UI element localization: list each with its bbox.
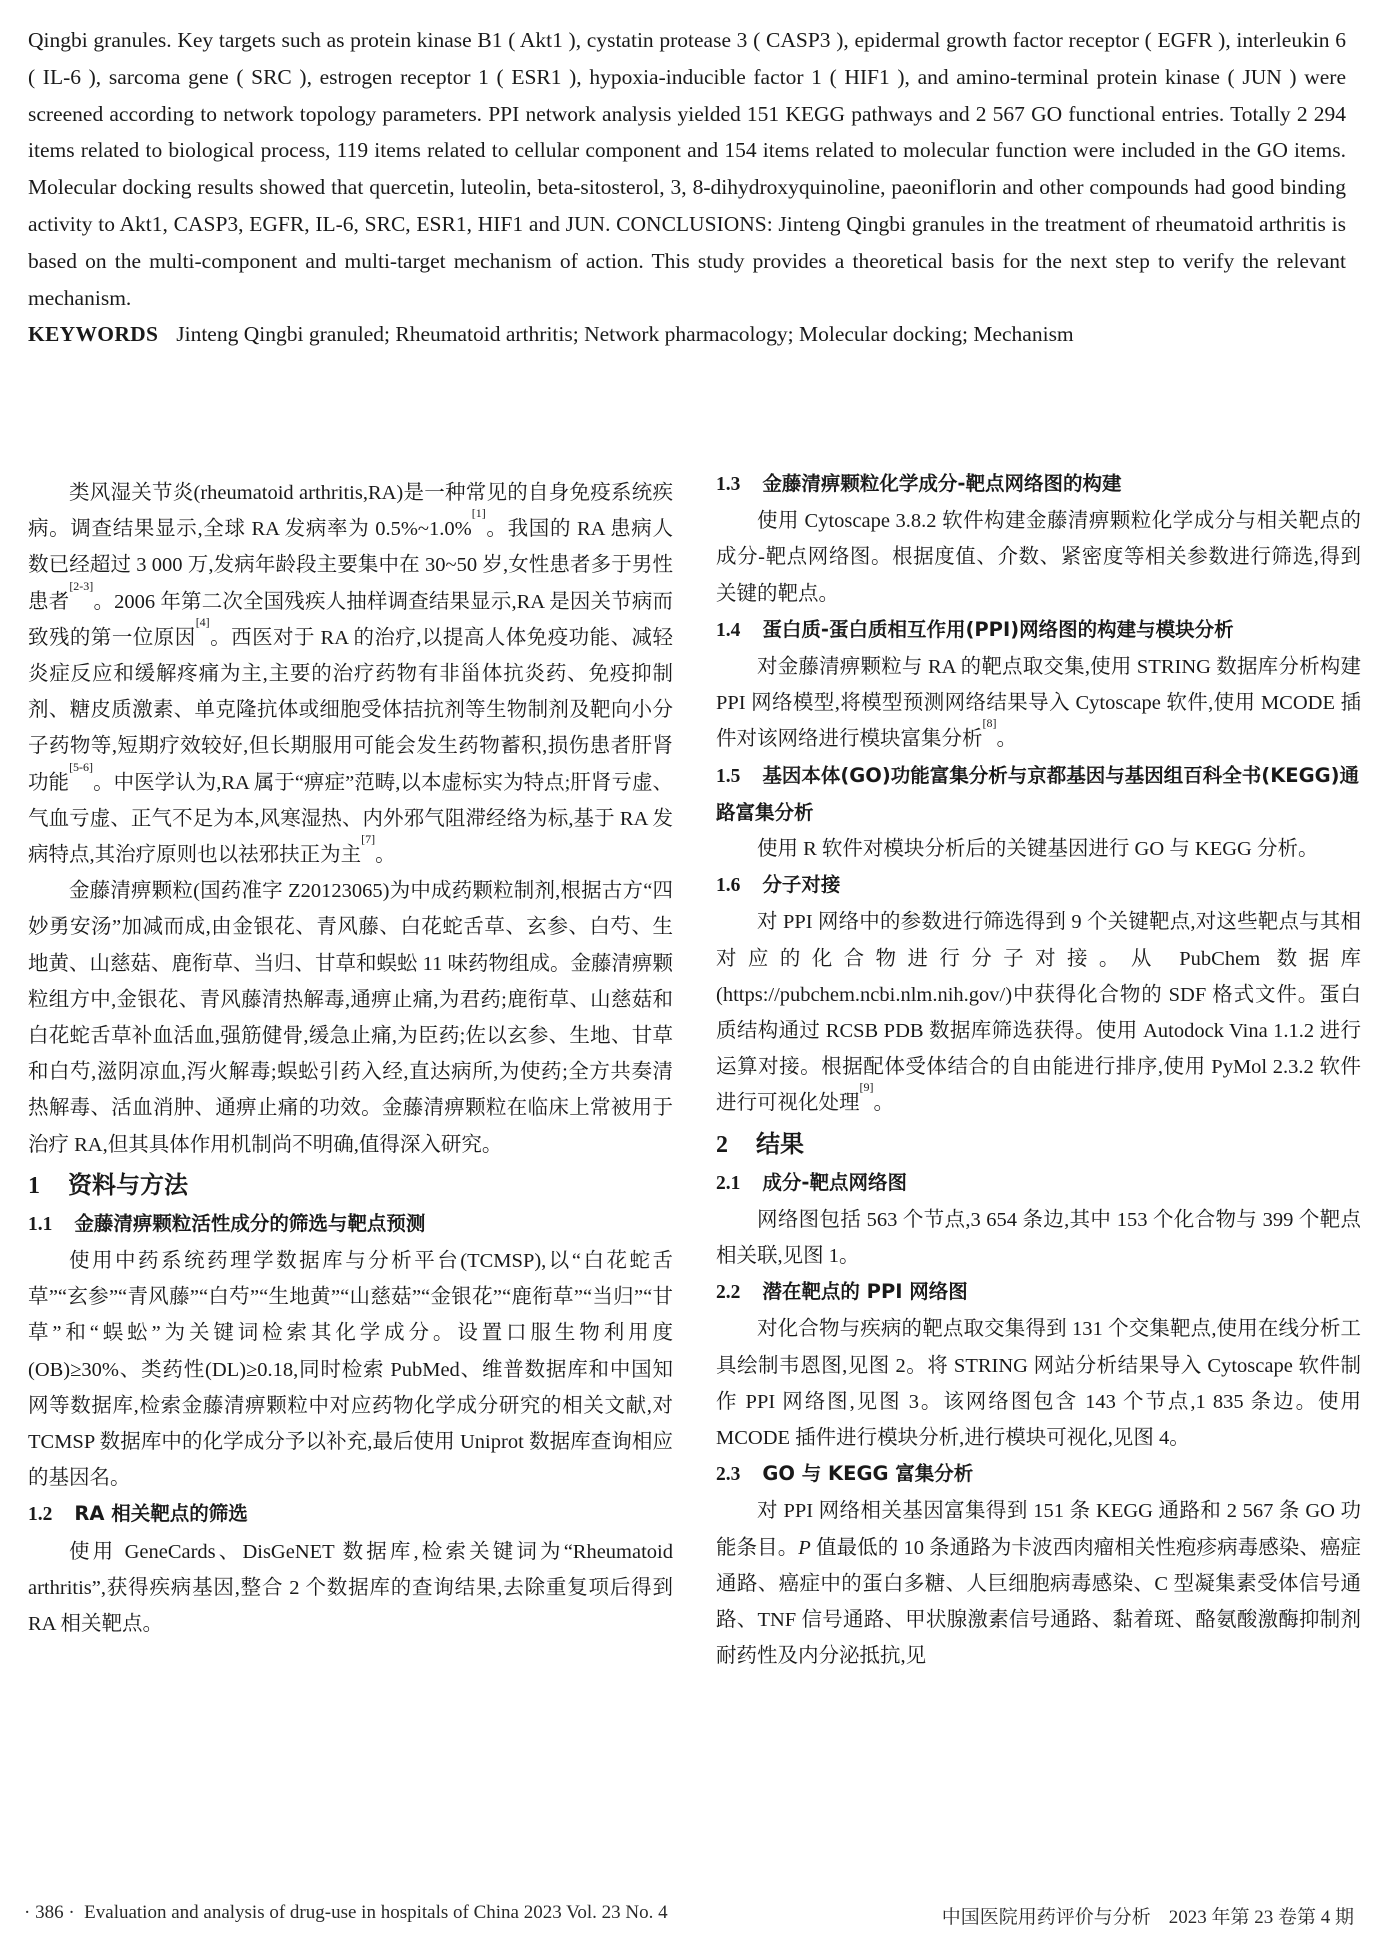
subsection-heading-1-6	[716, 867, 1361, 904]
subsection-heading-1-2	[28, 1496, 673, 1533]
subsection-number: 1.6	[716, 875, 741, 897]
abstract-text: Qingbi granules. Key targets such as protein kinase B1 ( Akt1 ), cystatin protease 3 ( CASP3 ), epidermal growth factor receptor ( EGFR ), interleukin 6 ( IL-6 ), sarcoma gene ( SRC ), estrogen receptor 1 ( ESR1 ), hypoxia-inducible factor 1 ( HIF1 ), and amino-terminal protein kinase ( JUN ) were screened according to network topology parameters. PPI network analysis yielded 151 KEGG pathways and 2 567 GO functional entries. Totally 2 294 items related to biological process, 119 items related to cellular component and 154 items related to molecular function were included in the GO items. Molecular docking results showed that quercetin, luteolin, beta-sitosterol, 3, 8-dihydroxyquinoline, paeoniflorin and other compounds had good binding activity to Akt1, CASP3, EGFR, IL-6, SRC, ESR1, HIF1 and JUN. CONCLUSIONS: Jinteng Qingbi granules in the treatment of rheumatoid arthritis is based on the multi-component and multi-target mechanism of action. This study provides a theoretical basis for the next step to verify the relevant mechanism.	[28, 28, 1346, 310]
subsection-number: 1.1	[28, 1213, 53, 1235]
journal-name-cn: 中国医院用药评价与分析	[941, 1907, 1151, 1928]
subsection-number: 2.1	[716, 1172, 741, 1194]
section-heading-2	[716, 1124, 1361, 1165]
abstract-section	[28, 22, 1346, 353]
subsection-title: 金藤清痹颗粒化学成分-靶点网络图的构建	[762, 472, 1122, 495]
subsection-title: 分子对接	[762, 873, 841, 897]
citation: [7]	[361, 832, 376, 847]
subsection-body-1-1: 使用中药系统药理学数据库与分析平台(TCMSP),以“白花蛇舌草”“玄参”“青风藤”“白芍”“生地黄”“山慈菇”“金银花”“鹿衔草”“当归”“甘草”和“蜈蚣”为关键词检索其化学成分。设置口服生物利用度(OB)≥30%、类药性(DL)≥0.18,同时检索 PubMed、维普数据库和中国知网等数据库,检索金藤清痹颗粒中对应药物化学成分研究的相关文献,对 TCMSP 数据库中的化学成分予以补充,最后使用 Uniprot 数据库查询相应的基因名。	[28, 1250, 673, 1490]
subsection-body-1-6	[716, 904, 1361, 1121]
subsection-body-1-2: 使用 GeneCards、DisGeNET 数据库,检索关键词为“Rheumatoid arthritis”,获得疾病基因,整合 2 个数据库的查询结果,去除重复项后得到 RA 相关靶点。	[28, 1540, 673, 1636]
intro-paragraph-2: 金藤清痹颗粒(国药准字 Z20123065)为中成药颗粒制剂,根据古方“四妙勇安汤”加减而成,由金银花、青风藤、白花蛇舌草、玄参、白芍、生地黄、山慈菇、鹿衔草、当归、甘草和蜈蚣 11 味药物组成。金藤清痹颗粒组方中,金银花、青风藤清热解毒,通痹止痛,为君药;鹿衔草、山慈菇和白花蛇舌草补血活血,强筋健骨,缓急止痛,为臣药;佐以玄参、生地、甘草和白芍,滋阴凉血,泻火解毒;蜈蚣引药入经,直达病所,为使药;全方共奏清热解毒、活血消肿、通痹止痛的功效。金藤清痹颗粒在临床上常被用于治疗 RA,但其具体作用机制尚不明确,值得深入研究。	[28, 880, 673, 1156]
subsection-number: 1.3	[716, 474, 741, 495]
citation: [5-6]	[69, 759, 94, 774]
intro-paragraph-1	[28, 475, 673, 873]
subsection-body-1-3: 使用 Cytoscape 3.8.2 软件构建金藤清痹颗粒化学成分与相关靶点的成分-靶点网络图。根据度值、介数、紧密度等相关参数进行筛选,得到关键的靶点。	[716, 510, 1361, 605]
citation: [9]	[859, 1080, 874, 1095]
right-column	[716, 466, 1361, 1675]
subsection-heading-2-3	[716, 1456, 1361, 1493]
subsection-body-2-2: 对化合物与疾病的靶点取交集得到 131 个交集靶点,使用在线分析工具绘制韦恩图,见图 2。将 STRING 网站分析结果导入 Cytoscape 软件制作 PPI 网络图,见图 3。该网络图包含 143 个节点,1 835 条边。使用 MCODE 插件进行模块分析,进行模块可视化,见图 4。	[716, 1318, 1361, 1450]
subsection-number: 1.5	[716, 765, 741, 787]
subsection-body-1-5: 使用 R 软件对模块分析后的关键基因进行 GO 与 KEGG 分析。	[757, 838, 1319, 861]
page-number: · 386 ·	[24, 1902, 75, 1923]
keywords-line	[28, 316, 1346, 353]
keywords-text: Jinteng Qingbi granuled; Rheumatoid arthritis; Network pharmacology; Molecular docking; Mechanism	[176, 322, 1074, 347]
subsection-number: 2.3	[716, 1464, 741, 1486]
subsection-heading-1-4	[716, 612, 1361, 649]
subsection-body-2-1: 网络图包括 563 个节点,3 654 条边,其中 153 个化合物与 399 个靶点相关联,见图 1。	[716, 1208, 1361, 1268]
footer-left	[24, 1902, 668, 1929]
citation: [2-3]	[69, 578, 94, 593]
subsection-title: 基因本体(GO)功能富集分析与京都基因与基因组百科全书(KEGG)通路富集分析	[716, 763, 1360, 824]
section-number: 1	[28, 1172, 40, 1199]
section-title: 资料与方法	[68, 1170, 188, 1199]
issue-info-cn: 2023 年第 23 卷第 4 期	[1168, 1907, 1354, 1928]
intro-text: 。我国的 RA 患病人数已经超过 3 000 万,发病年龄段主要集中在 30~50 岁,女性患者多于男性患者	[28, 518, 673, 613]
subsection-heading-1-5	[716, 758, 1361, 831]
subsection-number: 1.4	[716, 619, 741, 641]
subsection-heading-2-1	[716, 1165, 1361, 1202]
left-column	[28, 475, 673, 1642]
journal-name-en: Evaluation and analysis of drug-use in hospitals of China 2023 Vol. 23 No. 4	[84, 1902, 668, 1923]
subsection-title: RA 相关靶点的筛选	[74, 1502, 248, 1526]
subsection-heading-2-2	[716, 1274, 1361, 1311]
body-text: 对金藤清痹颗粒与 RA 的靶点取交集,使用 STRING 数据库分析构建 PPI 网络模型,将模型预测网络结果导入 Cytoscape 软件,使用 MCODE 插件对该网络进行模块富集分析	[716, 656, 1361, 751]
body-text: 。	[996, 728, 1017, 751]
subsection-heading-1-1	[28, 1206, 673, 1243]
footer-right	[924, 1902, 1354, 1929]
intro-text: 。西医对于 RA 的治疗,以提高人体免疫功能、减轻炎症反应和缓解疼痛为主,主要的治疗药物有非甾体抗炎药、免疫抑制剂、糖皮质激素、单克隆抗体或细胞受体拮抗剂等生物制剂及靶向小分子药物等,短期疗效较好,但长期服用可能会发生药物蓄积,损伤患者肝肾功能	[28, 626, 673, 794]
citation: [8]	[982, 716, 997, 731]
intro-text: 。	[375, 844, 396, 867]
citation: [1]	[471, 506, 486, 521]
intro-text: 类风湿关节炎(rheumatoid arthritis,RA)是一种常见的自身免疫系统疾病。调查结果显示,全球 RA 发病率为 0.5%~1.0%	[28, 482, 673, 541]
body-text: 值最低的 10 条通路为卡波西肉瘤相关性疱疹病毒感染、癌症通路、癌症中的蛋白多糖、人巨细胞病毒感染、C 型凝集素受体信号通路、TNF 信号通路、甲状腺激素信号通路、黏着斑、酪氨酸激酶抑制剂耐药性及内分泌抵抗,见	[716, 1536, 1362, 1668]
body-text: 。	[873, 1092, 894, 1115]
page-footer	[24, 1902, 1354, 1929]
subsection-title: 金藤清痹颗粒活性成分的筛选与靶点预测	[74, 1211, 426, 1235]
section-heading-1	[28, 1165, 673, 1206]
citation: [4]	[195, 614, 210, 629]
subsection-title: 成分-靶点网络图	[762, 1170, 907, 1194]
subsection-body-2-3	[716, 1493, 1361, 1674]
keywords-label: KEYWORDS	[28, 322, 159, 347]
subsection-title: GO 与 KEGG 富集分析	[762, 1462, 974, 1486]
subsection-body-1-4	[716, 649, 1361, 758]
subsection-heading-1-3	[716, 466, 1361, 503]
section-title: 结果	[756, 1129, 804, 1158]
p-value-symbol: P	[798, 1536, 811, 1559]
body-text: 对 PPI 网络中的参数进行筛选得到 9 个关键靶点,对这些靶点与其相对应的化合物进行分子对接。从 PubChem 数据库(https://pubchem.ncbi.nlm.nih.gov/)中获得化合物的 SDF 格式文件。蛋白质结构通过 RCSB PDB 数据库筛选获得。使用 Autodock Vina 1.1.2 进行运算对接。根据配体受体结合的自由能进行排序,使用 PyMol 2.3.2 软件进行可视化处理	[716, 911, 1361, 1115]
body-text: 对 PPI 网络相关基因富集得到 151 条 KEGG 通路和 2 567 条 GO 功能条目。	[716, 1500, 1361, 1559]
subsection-number: 2.2	[716, 1282, 741, 1304]
subsection-number: 1.2	[28, 1504, 53, 1526]
section-number: 2	[716, 1131, 728, 1158]
subsection-title: 蛋白质-蛋白质相互作用(PPI)网络图的构建与模块分析	[762, 617, 1234, 641]
intro-text: 。中医学认为,RA 属于“痹症”范畴,以本虚标实为特点;肝肾亏虚、气血亏虚、正气不足为本,风寒湿热、内外邪气阻滞经络为标,基于 RA 发病特点,其治疗原则也以祛邪扶正为主	[28, 771, 673, 867]
intro-text: 。2006 年第二次全国残疾人抽样调查结果显示,RA 是因关节病而致残的第一位原因	[28, 590, 673, 649]
subsection-title: 潜在靶点的 PPI 网络图	[762, 1280, 968, 1304]
